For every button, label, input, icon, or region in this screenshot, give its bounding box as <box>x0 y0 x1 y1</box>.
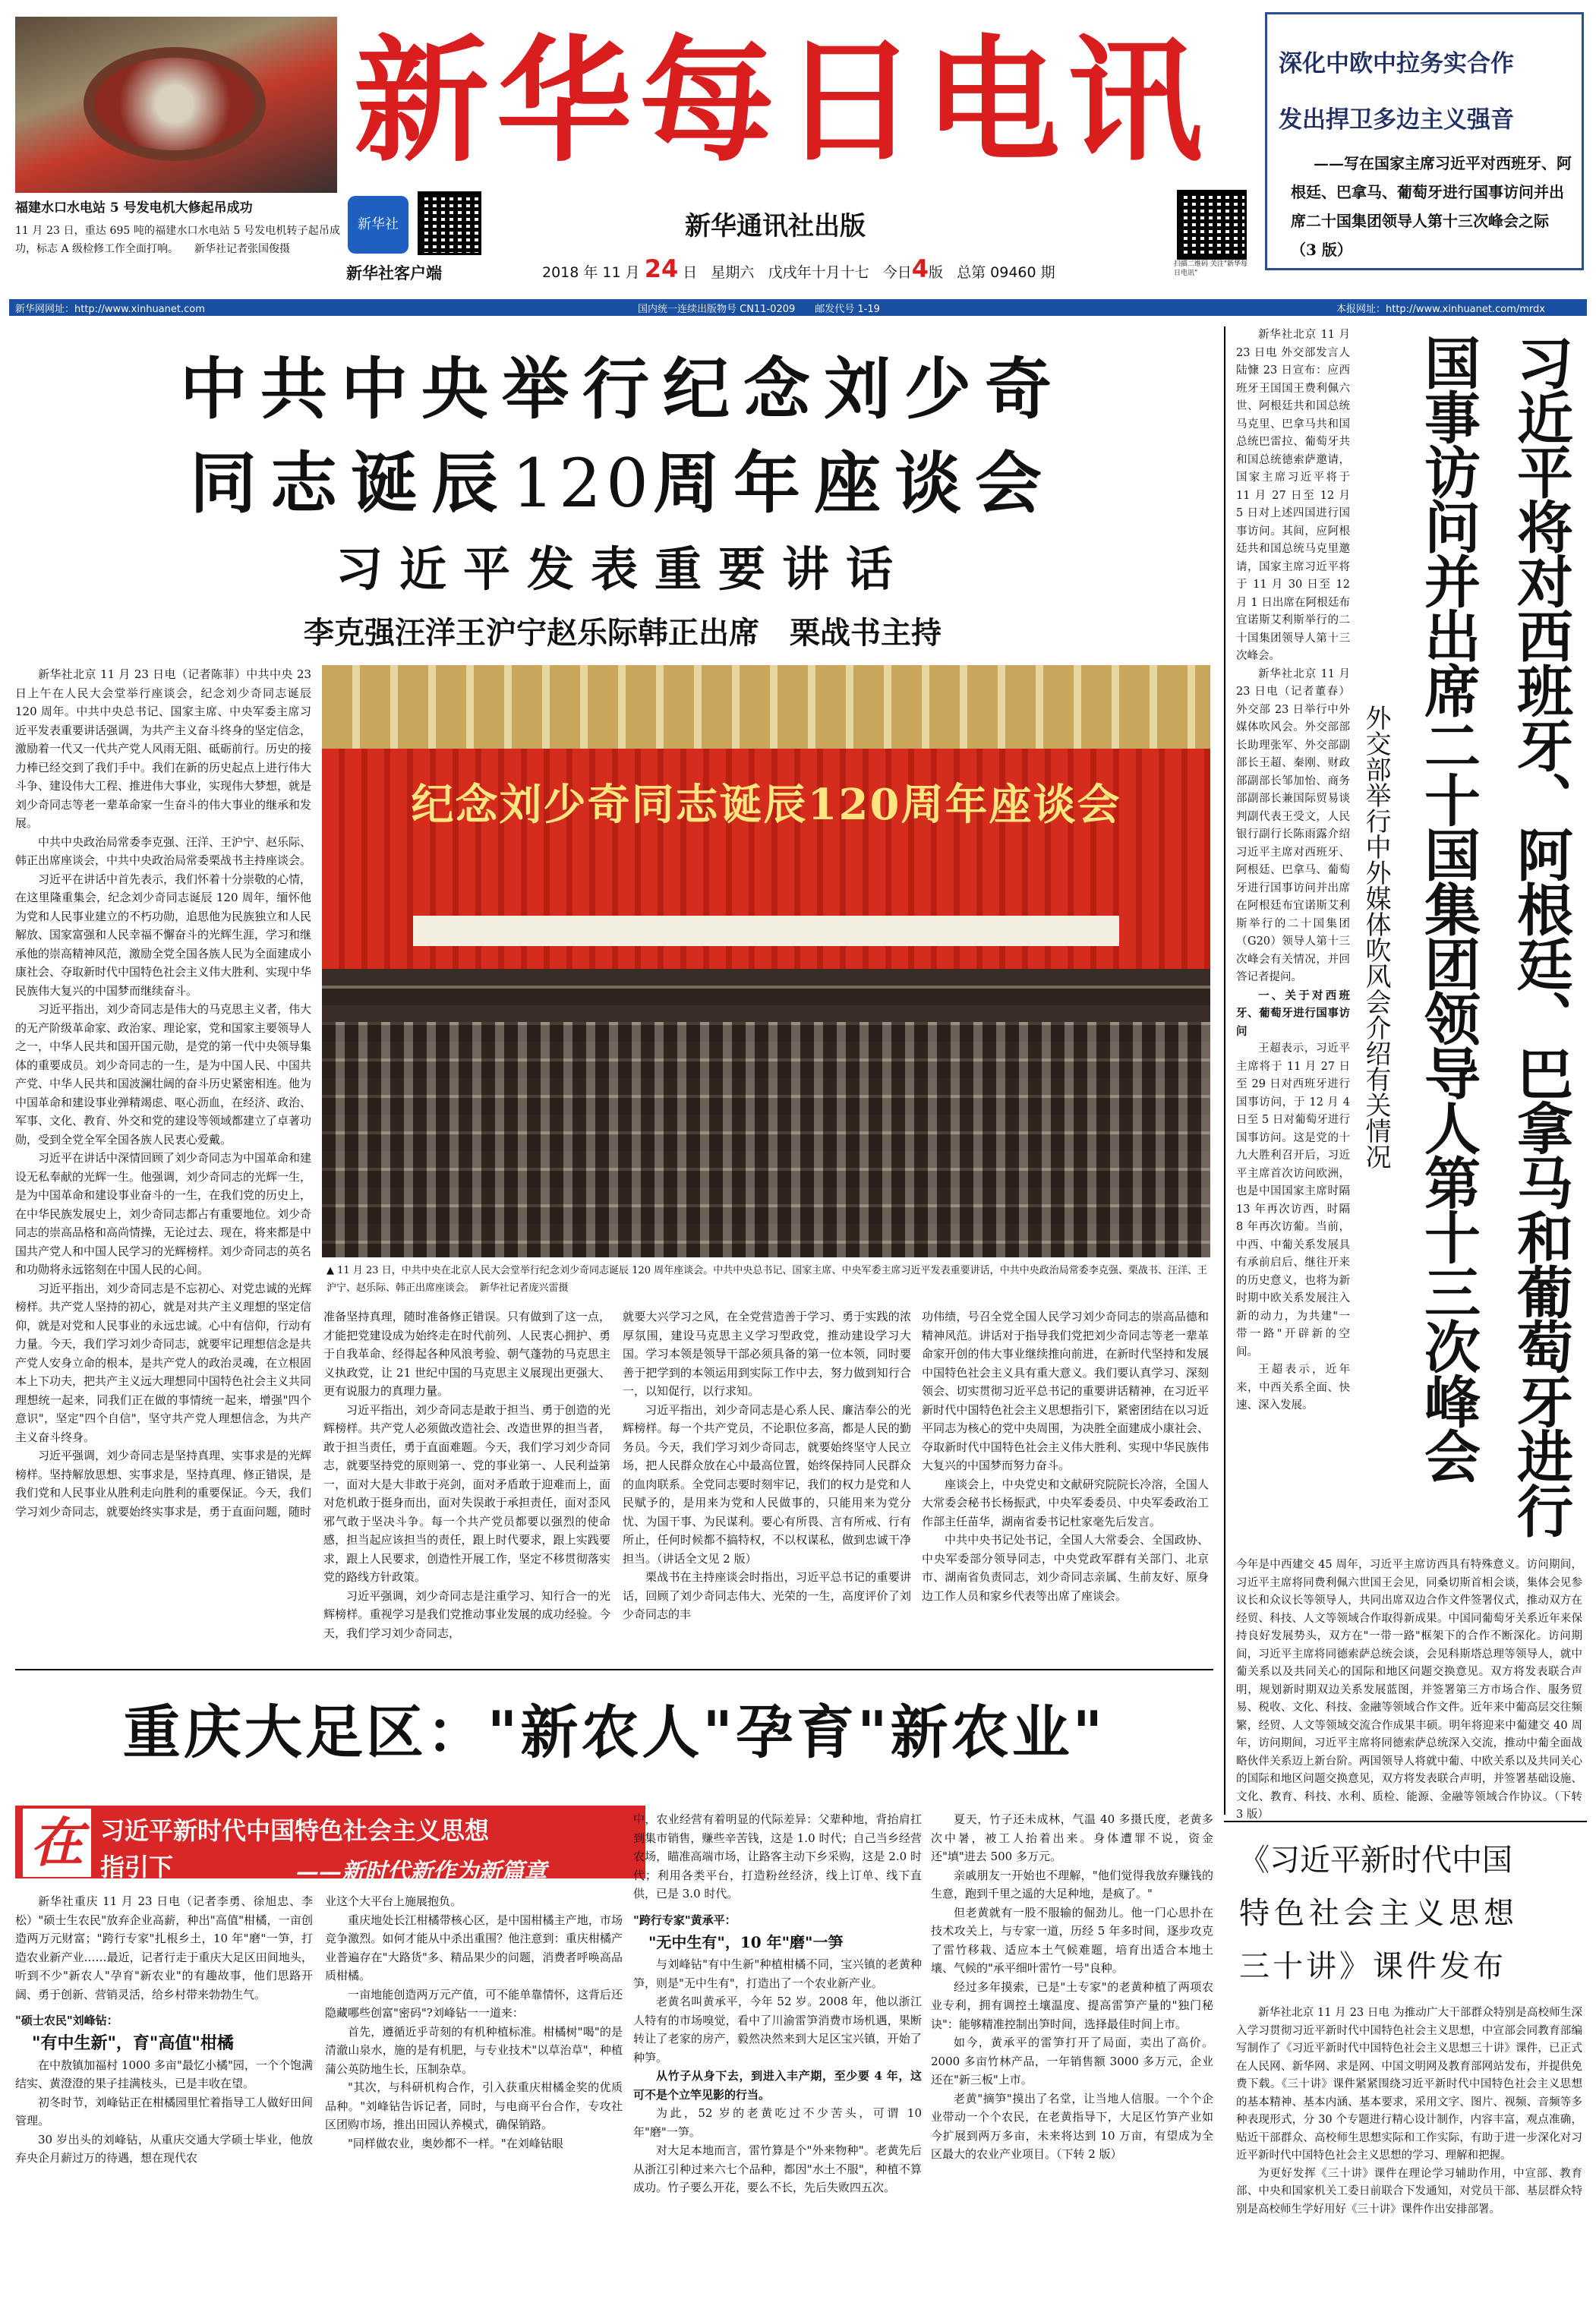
kicker-char: 在 <box>23 1809 91 1877</box>
lead-column-1 <box>15 665 312 1519</box>
date-prefix: 2018 年 11 月 <box>542 264 640 281</box>
right-narrow-p1: 新华社北京 11 月 23 日电 外交部发言人陆慷 23 日宣布：应西班牙王国国王费利佩六世、阿根廷共和国总统马克里、巴拿马共和国总统巴雷拉、葡萄牙共和国总统德索萨邀请，国家主席习近平将于 11 月 27 日至 12 月 5 日对上述四国进行国事访问。其间，应阿根廷共和国总统马克里邀请，国家主席习近平将于 11 月 30 日至 12 月 1 日出席在阿根廷布宜诺斯艾利斯举行的二十国集团领导人第十三次峰会。 <box>1236 329 1350 662</box>
lead-col2-p2: 习近平指出，刘少奇同志是敢于担当、勇于创造的光辉榜样。共产党人必须做改造社会、改造世界的担当者，敢于担当责任，勇于直面难题。今天，我们学习刘少奇同志，就要坚持党的原则第一、党的事业第一、人民利益第一，面对大是大非敢于亮剑，面对矛盾敢于迎难而上，面对危机敢于挺身而出，面对失误敢于承担责任，面对歪风邪气敢于坚决斗争。每一个共产党员都要以强烈的使命感，担当起应该担当的责任，跟上时代要求，跟上实践要求，跟上人民要求，创造性开展工作，坚定不移贯彻落实党的路线方针政策。 <box>323 1402 610 1584</box>
second-col4-p4: 经过多年摸索，已是"土专家"的老黄种植了两项农业专利，拥有调控土壤温度、提高雷笋产量的"独门秘诀"：能够精准控制出笋时间，选择最佳时间上市。 <box>931 1979 1213 2031</box>
lead-col3-p3: 栗战书在主持座谈会时指出，习近平总书记的重要讲话，回顾了刘少奇同志伟大、光荣的一生，高度评价了刘少奇同志的丰 <box>623 1570 911 1621</box>
lead-col1-p3: 习近平在讲话中首先表示，我们怀着十分崇敬的心情，在这里隆重集会，纪念刘少奇同志诞辰 120 周年，缅怀他为党和人民事业建立的不朽功勋，追思他为民族独立和人民解放、国家富强和人民幸福不懈奋斗的光辉生涯，学习和继承他的崇高精神风范，激励全党全国各族人民为全面建成小康社会、夺取新时代中国特色社会主义伟大胜利、实现中华民族伟大复兴的中国梦而继续奋斗。 <box>15 872 312 998</box>
date-line <box>542 254 1055 283</box>
second-col2-p4: 首先，遵循近乎苛刻的有机种植标准。柑橘树"喝"的是清澈山泉水，施的是有机肥，与专业技术"以草治草"，种植蒲公英防地生长，压制杂草。 <box>325 2024 623 2076</box>
second-col4-p1: 夏天，竹子还未成林，气温 40 多摄氏度，老黄多次中暑，被工人抬着出来。身体遭罪不说，资金还"填"进去 500 多万元。 <box>931 1812 1213 1863</box>
right-story-subhead: 外交部举行中外媒体吹风会介绍有关情况 <box>1361 705 1391 1169</box>
pages-num: 4 <box>911 254 929 283</box>
second-col3-p6: 对大足本地而言，雷竹算是个"外来物种"。老黄先后从浙江引种过来六七个品种，都因"水土不服"，种植不算成功。竹子要么开花，要么不长，先后失败四五次。 <box>633 2143 922 2194</box>
lead-column-3 <box>623 1307 911 1660</box>
top-left-photo-caption: 11 月 23 日，重达 695 吨的福建水口水电站 5 号发电机转子起吊成功，标志 A 级检修工作全面打响。 新华社记者张国俊摄 <box>15 225 340 255</box>
top-right-headline-2: 发出捍卫多边主义强音 <box>1279 106 1514 134</box>
second-col1-p4: 30 岁出头的刘峰钻，从重庆交通大学硕士毕业，他放弃央企月薪过万的待遇，想在现代农 <box>15 2132 313 2165</box>
info-bar-left: 新华网网址：http://www.xinhuanet.com <box>15 304 205 315</box>
lead-col1-p7: 习近平强调，刘少奇同志是坚持真理、实事求是的光辉榜样。坚持解放思想、实事求是，坚持真理、修正错误，是我们党和人民事业从胜利走向胜利的重要保证。今天，我们学习刘少奇同志，就要始终实事求是，勇于直面问题，随时 <box>15 1449 312 1519</box>
lead-photo <box>322 665 1210 1257</box>
date-day: 24 <box>644 254 679 283</box>
info-bar-mid: 国内统一连续出版物号 CN11-0209 邮发代号 1-19 <box>638 304 880 315</box>
right-story-narrow-column <box>1236 326 1350 1552</box>
second-col2-p2: 重庆地处长江柑橘带核心区，是中国柑橘主产地，市场竞争激烈。如何才能从中杀出重围？他注意到：重庆柑橘产业普遍存在"大路货"多、精品果少的问题，消费者呼唤高品质柑橘。 <box>325 1913 623 1982</box>
second-col1-p2: 在中敖镇加福村 1000 多亩"最忆小橘"园，一个个饱满结实、黄澄澄的果子挂满枝头，已是丰收在望。 <box>15 2058 313 2090</box>
second-col2-p1: 业这个大平台上施展抱负。 <box>325 1894 462 1908</box>
lead-column-2 <box>323 1307 610 1660</box>
lead-col1-p2: 中共中央政治局常委李克强、汪洋、王沪宁、赵乐际、韩正出席座谈会，中共中央政治局常委栗战书主持座谈会。 <box>15 834 312 867</box>
lead-headline-2 <box>30 443 1215 523</box>
lead-col3-p1: 就要大兴学习之风，在全党营造善于学习、勇于实践的浓厚氛围，建设马克思主义学习型政党，推动建设学习大国。学习本领是领导干部必须具备的第一位本领，同时要善于把学到的本领运用到实际工作中去，努力做到知行合一，以知促行，以行求知。 <box>623 1310 911 1398</box>
kicker-sub: ——新时代新作为新篇章 <box>296 1859 547 1885</box>
second-column-2 <box>325 1892 623 2302</box>
second-col4-p3: 但老黄就有一股不服输的倔劲儿。他一门心思扑在技术攻关上，与专家一道，历经 5 年多时间，逐步攻克了雷竹移栽、适应本土气候难题，培育出适合本地土壤、气候的"承平细叶雷竹一号"良种。 <box>931 1905 1213 1975</box>
pages-suffix: 版 <box>928 264 943 281</box>
lead-photo-caption: ▲ 11 月 23 日，中共中央在北京人民大会堂举行纪念刘少奇同志诞辰 120 周年座谈会。中共中央总书记、国家主席、中央军委主席习近平发表重要讲话，中共中央政治局常委李克强、栗战书、汪洋、王沪宁、赵乐际、韩正出席座谈会。 新华社记者庞兴雷摄 <box>326 1265 1207 1294</box>
second-col1-sub2: "有中生新"，育"高值"柑橘 <box>32 2033 234 2053</box>
kicker-line-1: 习近平新时代中国特色社会主义思想 <box>100 1816 490 1845</box>
right-column-rule <box>1224 326 1225 1815</box>
right-narrow-p3: 王超表示，习近平主席将于 11 月 27 日至 29 日对西班牙进行国事访问，于 12 月 4 日至 5 日对葡萄牙进行国事访问。这是党的十九大胜利召开后，习近平主席首次访问欧洲，也是中国国家主席时隔 13 年再次访西，时隔 8 年再次访葡。当前，中西、中葡关系发展具有承前启后、继往开来的历史意义，也将为新时期中欧关系发展注入新的动力，为共建"一带一路"开辟新的空间。 <box>1236 1042 1350 1358</box>
book-body-p1: 新华社北京 11 月 23 日电 为推动广大干部群众特别是高校师生深入学习贯彻习近平新时代中国特色社会主义思想，中宣部会同教育部编写制作了《习近平新时代中国特色社会主义思想三十讲》课件，已正式在人民网、新华网、求是网、中国文明网及教育部网站发布，并提供免费下载。《三十讲》课件紧紧围绕习近平新时代中国特色社会主义思想的基本精神、基本内涵、基本要求，采用文字、图片、视频、音频等多种表现形式，分 30 个专题进行精心设计制作，内容丰富，观点准确，贴近干部群众、高校师生思想实际和工作实际，有助于进一步深化对习近平新时代中国特色社会主义思想的学习、理解和把握。 <box>1236 2007 1582 2162</box>
lead-headline-2b: 周年座谈会 <box>652 443 1055 522</box>
second-col3-sub2: "无中生有"，10 年"磨"一笋 <box>648 1933 844 1951</box>
second-col1-p1: 新华社重庆 11 月 23 日电（记者李勇、徐旭忠、李松）"硕士生农民"放弃企业高薪，种出"高值"柑橘，一亩创造两万元财富；"跨行专家"扎根乡土，10 年"磨"一笋，打造农业新产业……最近，记者行走于重庆大足区田间地头，听到不少"新农人"孕育"新农业"的有趣故事，他们思路开阔、勇于创新、营销灵活，给乡村带来勃勃生气。 <box>15 1894 313 2001</box>
second-col2-p3: 一亩地能创造两万元产值，可不能单靠情怀，这背后还隐藏哪些创富"密码"?刘峰钻一一道来： <box>325 1987 623 2020</box>
lead-subhead: 习近平发表重要讲话 <box>335 541 910 597</box>
top-right-headline-1: 深化中欧中拉务实合作 <box>1279 50 1514 77</box>
second-col4-p6: 老黄"摘笋"摸出了名堂，让当地人信服。一个个企业带动一个个农民，在老黄指导下，大足区竹笋产业如今扩展到两万多亩，未来将达到 10 万亩，有望成为全区最大的农业产业项目。（下转 2 版） <box>931 2091 1213 2161</box>
lead-col4-p3: 中共中央书记处书记，全国人大常委会、全国政协、中央军委部分领导同志，中央党政军群有关部门、北京市、湖南省负责同志，刘少奇同志亲属、生前友好、原身边工作人员和家乡代表等出席了座谈会。 <box>922 1533 1209 1603</box>
second-column-1 <box>15 1892 313 2302</box>
client-qr-code <box>418 191 481 255</box>
right-story-wide-column: 今年是中西建交 45 周年，习近平主席访西具有特殊意义。访问期间，习近平主席将同费利佩六世国王会见，同桑切斯首相会谈，集体会见参议长和众议长等领导人，共同出席双边合作文件签署仪式，推动双方在经贸、科技、人文等领域合作取得新成果。中国同葡萄牙关系近年来保持良好发展势头，双方在"一带一路"框架下的合作不断深化。访问期间，习近平主席将同德索萨总统会谈，会见科斯塔总理等领导人，就中葡关系以及共同关心的国际和地区问题交换意见。双方将发表联合声明，规划新时期双边关系发展蓝图，并签署第三方市场合作、服务贸易、税收、文化、科技、金融等领域合作文件。近年来中葡高层交往频繁，经贸、人文等领域交流合作成果丰硕。明年将迎来中葡建交 40 周年，访问期间，习近平主席将同德索萨总统深入交流，推动中葡全面战略伙伴关系迈上新台阶。两国领导人将就中葡、中欧关系以及共同关心的国际和地区问题交换意见，双方将发表联合声明，并签署基础设施、文化、教育、科技、水利、质检、能源、金融等领域合作协议。（下转 3 版） <box>1236 1559 1582 1821</box>
second-col2-p5: "其次，与科研机构合作，引入获重庆柑橘金奖的优质品种。"刘峰钻告诉记者，同时，与电商平台合作，专攻社区团购市场，推出田园认养模式，确保销路。 <box>325 2080 623 2131</box>
second-col3-p3: 老黄名叫黄承平，今年 52 岁。2008 年，他以浙江人特有的市场嗅觉，看中了川渝雷笋消费市场机遇，果断转让了老家的房产，毅然决然来到大足区宝兴镇，开始了种笋。 <box>633 1995 922 2064</box>
book-box-rule <box>1224 1821 1587 1822</box>
top-right-subline: ——写在国家主席习近平对西班牙、阿根廷、巴拿马、葡萄牙进行国事访问并出席二十国集团领导人第十三次峰会之际 （3 版） <box>1291 154 1572 259</box>
second-col1-p3: 初冬时节，刘峰钻正在柑橘园里忙着指导工人做好田间管理。 <box>15 2095 313 2127</box>
lead-col1-p6: 习近平指出，刘少奇同志是不忘初心、对党忠诚的光辉榜样。共产党人坚持的初心，就是对共产主义理想的坚定信仰，就是对党和人民事业的永远忠诚。心中有信仰，行动有力量。今天，我们学习刘少奇同志，就要牢记理想信念是共产党人安身立命的根本，是共产党人的政治灵魂，在立根固本上下功夫，把共产主义远大理想同中国特色社会主义共同理想统一起来，同我们正在做的事情统一起来，增强"四个意识"，坚定"四个自信"，坚守共产党人理想信念，为共产主义奋斗终身。 <box>15 1281 312 1444</box>
publisher-line: 新华通讯社出版 <box>685 211 866 241</box>
lead-col1-p4: 习近平指出，刘少奇同志是伟大的马克思主义者，伟大的无产阶级革命家、政治家、理论家，党和国家主要领导人之一，中华人民共和国开国元勋，是党的第一代中央领导集体的重要成员。刘少奇同志的一生，是为中国人民、中国共产党、中华人民共和国波澜壮阔的奋斗历史紧密相连。他为中国革命和建设事业弹精竭虑、呕心沥血，在经济、政治、军事、文化、教育、外交和党的建设等领域都建立了卓著功勋，受到全党全军全国各族人民衷心爱戴。 <box>15 1002 312 1147</box>
client-label: 新华社客户端 <box>346 264 442 282</box>
book-title-3: 三十讲》课件发布 <box>1239 1949 1506 1984</box>
book-title-2: 特色社会主义思想 <box>1239 1896 1519 1931</box>
top-left-photo-caption-title: 福建水口水电站 5 号发电机大修起吊成功 <box>15 200 253 216</box>
info-bar-right: 本报网址：http://www.xinhuanet.com/mrdx <box>1336 304 1545 315</box>
second-col3-p1: 中，农业经营有着明显的代际差异：父辈种地，背抬肩扛到集市销售，赚些辛苦钱，这是 1.0 时代；自己当乡经营农场，瞄准高端市场，让路客主动下乡采购，这是 2.0 时代；利用各类平台，打造粉丝经济，线上订单、线下直供，已是 3.0 时代。 <box>633 1812 922 1900</box>
masthead-title: 新华每日电讯 <box>354 21 1210 180</box>
second-col1-sub: "硕士农民"刘峰钻： <box>15 2014 118 2027</box>
lead-col2-p1: 准备坚持真理，随时准备修正错误。只有做到了这一点，才能把党建设成为始终走在时代前列、人民衷心拥护、勇于自我革命、经得起各种风浪考验、朝气蓬勃的马克思主义执政党，让 21 世纪中国的马克思主义展现出更强大、更有说服力的真理力量。 <box>323 1310 610 1398</box>
second-headline: 重庆大足区："新农人"孕育"新农业" <box>122 1699 1106 1766</box>
pages-prefix: 今日 <box>882 264 912 281</box>
right-story-headline: 习近平将对西班牙、阿根廷、巴拿马和葡萄牙进行国事访问并出席二十国集团领导人第十三次峰会 <box>1415 334 1573 1537</box>
second-col2-p6: "同样做农业，奥妙都不一样。"在刘峰钻眼 <box>348 2136 563 2150</box>
second-col3-p4: 从竹子从身下去，到进入丰产期，至少要 4 年，这可不是个立竿见影的行当。 <box>633 2069 922 2102</box>
weekday: 星期六 <box>711 264 755 281</box>
book-title-1: 《习近平新时代中国 <box>1239 1843 1512 1878</box>
second-col4-p2: 亲戚朋友一开始也不理解，"他们觉得我放弃赚钱的生意，跑到千里之遥的大足种地，是疯了。" <box>931 1868 1213 1900</box>
lunar-date: 戊戌年十月十七 <box>768 264 869 281</box>
lead-headline-2-num: 120 <box>512 444 653 522</box>
lead-col4-p2: 座谈会上，中央党史和文献研究院院长冷溶，全国人大常委会秘书长杨振武，中央军委委员、中央军委政治工作部主任苗华，湖南省委书记杜家毫先后发言。 <box>922 1477 1209 1528</box>
lead-headline-2a: 同志诞辰 <box>190 443 513 522</box>
lead-headline-1: 中共中央举行纪念刘少奇 <box>179 349 1065 428</box>
lead-col1-p1: 新华社北京 11 月 23 日电（记者陈菲）中共中央 23 日上午在人民大会堂举行座谈会，纪念刘少奇同志诞辰 120 周年。中共中央总书记、国家主席、中央军委主席习近平发表重要讲话强调，为共产主义奋斗终身的坚定信念，激励着一代又一代共产党人风雨无阻、砥砺前行。历史的接力棒已经交到了我们手中。我们在新的历史起点上进行伟大斗争、建设伟大工程、推进伟大事业，实现伟大梦想，就是刘少奇同志等老一辈革命家一生奋斗的伟大事业的继承和发展。 <box>15 667 312 830</box>
lead-subhead-2: 李克强汪洋王沪宁赵乐际韩正出席 栗战书主持 <box>304 615 942 651</box>
second-col4-p5: 如今，黄承平的雷笋打开了局面，卖出了高价。2000 多亩竹林产品，一年销售额 3000 多万元，企业还在"新三板"上市。 <box>931 2036 1213 2086</box>
second-col3-sub: "跨行专家"黄承平： <box>633 1913 736 1927</box>
qr-caption: 扫描二维码 关注"新华每日电讯" <box>1174 260 1248 277</box>
subscribe-qr-code <box>1177 190 1247 260</box>
book-body-p2: 为更好发挥《三十讲》课件在理论学习辅助作用，中宣部、教育部、中央和国家机关工委日前联合下发通知，对党员干部、基层群众特别是高校师生学好用好《三十讲》课件作出安排部署。 <box>1236 2167 1582 2216</box>
photo-banner: 纪念刘少奇同志诞辰120周年座谈会 <box>411 780 1121 830</box>
top-left-photo <box>15 17 337 193</box>
date-suffix: 日 <box>683 264 698 281</box>
second-col3-p2: 与刘峰钻"有中生新"种植柑橘不同，宝兴镇的老黄种笋，则是"无中生有"，打造出了一个农业新产业。 <box>633 1957 922 1990</box>
kicker-line-2: 指引下 <box>100 1853 174 1881</box>
lead-col1-p5: 习近平在讲话中深情回顾了刘少奇同志为中国革命和建设无私奉献的光辉一生。他强调，刘少奇同志的光辉一生，是为中国革命和建设事业奋斗的一生，在我们党的历史上，在中华民族发展史上，刘少奇同志都占有重要地位。刘少奇同志的崇高品格和高尚情操，无论过去、现在，将来都是中国共产党人和中国人民学习的光辉榜样。刘少奇同志的英名和功勋将永远铭刻在中国人民的心间。 <box>15 1151 312 1276</box>
right-narrow-p2: 新华社北京 11 月 23 日电（记者董春）外交部 23 日举行中外媒体吹风会。外交部部长助理张军、外交部副部长王超、秦刚、财政部副部长邹加怡、商务部副部长兼国际贸易谈判副代表王受文，人民银行副行长陈雨露介绍习近平主席对西班牙、阿根廷、巴拿马、葡萄牙进行国事访问并出席在阿根廷布宜诺斯艾利斯举行的二十国集团（G20）领导人第十三次峰会有关情况，并回答记者提问。 <box>1236 667 1350 983</box>
book-body <box>1236 2004 1582 2302</box>
lead-col2-p3: 习近平强调，刘少奇同志是注重学习、知行合一的光辉榜样。重视学习是我们党推动事业发展的成功经验。今天，我们学习刘少奇同志， <box>323 1588 610 1640</box>
second-col3-p5: 为此，52 岁的老黄吃过不少苦头，可谓 10 年"磨"一笋。 <box>633 2106 922 2139</box>
section-divider <box>15 1669 1213 1670</box>
second-column-4 <box>931 1810 1213 2302</box>
lead-column-4 <box>922 1307 1209 1660</box>
lead-col3-p2: 习近平指出，刘少奇同志是心系人民、廉洁奉公的光辉榜样。每一个共产党员，不论职位多高，都是人民的勤务员。今天，我们学习刘少奇同志，就要始终坚守人民立场，把人民群众放在心中最高位置，始终保持同人民群众的血肉联系。全党同志要时刻牢记，我们的权力是党和人民赋予的，是用来为党和人民做事的，只能用来为党分忧、为国干事、为民谋利。要心有所畏、言有所戒、行有所止，任何时候都不搞特权，不以权谋私，做到忠诚干净担当。（讲话全文见 2 版） <box>623 1402 911 1566</box>
issue-number: 总第 09460 期 <box>957 264 1055 281</box>
right-narrow-section: 一、关于对西班牙、葡萄牙进行国事访问 <box>1236 989 1350 1038</box>
lead-col4-p1: 功伟绩，号召全党全国人民学习刘少奇同志的崇高品德和精神风范。讲话对于指导我们党把刘少奇同志等老一辈革命家开创的伟大事业继续推向前进，在新时代坚持和发展中国特色社会主义具有重大意义。我们要认真学习、深刻领会、切实贯彻习近平总书记的重要讲话精神，在习近平新时代中国特色社会主义思想指引下，紧密团结在以习近平同志为核心的党中央周围，为决胜全面建成小康社会、夺取新时代中国特色社会主义伟大胜利、实现中华民族伟大复兴的中国梦而努力奋斗。 <box>922 1310 1209 1472</box>
right-narrow-p4: 王超表示，近年来，中西关系全面、快速、深入发展。 <box>1236 1364 1350 1411</box>
second-column-3 <box>633 1810 922 2302</box>
xinhua-app-badge: 新华社 <box>348 196 408 254</box>
